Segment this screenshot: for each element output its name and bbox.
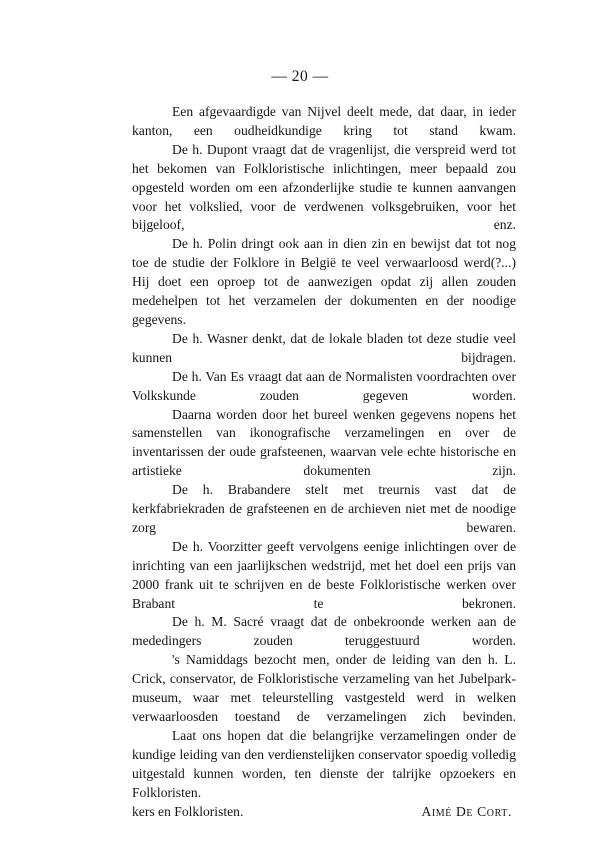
closing-text: kers en Folkloristen. bbox=[132, 803, 244, 819]
article-body bbox=[132, 103, 516, 821]
paragraph-van-es: De h. Van Es vraagt dat aan de Normalisten voordrachten over Volkskunde zouden gegeven worden. bbox=[132, 368, 516, 403]
paragraph-sacre: De h. M. Sacré vraagt dat de onbekroonde werken aan de mededingers zouden teruggestuurd worden. bbox=[132, 614, 516, 649]
author-signature: Aimé De Cort. bbox=[421, 803, 512, 819]
paragraph-closing: Laat ons hopen dat die belangrijke verzamelingen onder de kundige leiding van den verdienstelijken conservator spoedig volledig uitgestald kunnen worden, ten dienste der talrijke opzoekers en Folkloristen. bbox=[132, 727, 516, 800]
paragraph-nijvel: Een afgevaardigde van Nijvel deelt mede, dat daar, in ieder kanton, een oudheidkundige kring tot stand kwam. bbox=[132, 104, 516, 138]
paragraph-bureel: Daarna worden door het bureel wenken gegevens nopens het samenstellen van ikonografische verzamelingen en over de inventarissen der oude grafsteenen, waarvan vele echte historische en artistieke dokumenten zijn. bbox=[132, 406, 516, 479]
paragraph-namiddags: 's Namiddags bezocht men, onder de leiding van den h. L. Crick, conservator, de Folkloristische verzameling van het Jubelpark-museum, waar met teleurstelling vastgesteld werd in welken verwaarloosden toestand de verzamelingen zich bevinden. bbox=[132, 652, 516, 724]
paragraph-wasner: De h. Wasner denkt, dat de lokale bladen tot deze studie veel kunnen bijdragen. bbox=[132, 330, 516, 365]
paragraph-polin: De h. Polin dringt ook aan in dien zin en bewijst dat tot nog toe de studie der Folklore in België te veel verwaarloosd werd(?...) Hij doet een oproep tot de aanwezigen opdat zij allen zouden medehelpen tot het verzamelen der dokumenten en der noodige gegevens. bbox=[132, 236, 516, 327]
paragraph-voorzitter: De h. Voorzitter geeft vervolgens eenige inlichtingen over de inrichting van een jaarlijkschen wedstrijd, met het doel een prijs van 2000 frank uit te schrijven en de beste Folkloristische werken over Brabant te bekronen. bbox=[132, 538, 516, 611]
paragraph-brabandere: De h. Brabandere stelt met treurnis vast dat de kerkfabriekraden de grafsteenen en de archieven niet met de noodige zorg bewaren. bbox=[132, 482, 516, 535]
paragraph-dupont: De h. Dupont vraagt dat de vragenlijst, die verspreid werd tot het bekomen van Folkloristische inlichtingen, meer bepaald zou opgesteld worden om een afzonderlijke studie te kunnen aanvangen voor het volkslied, voor de verdwenen volksgebruiken, voor het bijgeloof, enz. bbox=[132, 141, 516, 233]
closing-line bbox=[132, 803, 516, 822]
page-number: — 20 — bbox=[271, 68, 329, 85]
